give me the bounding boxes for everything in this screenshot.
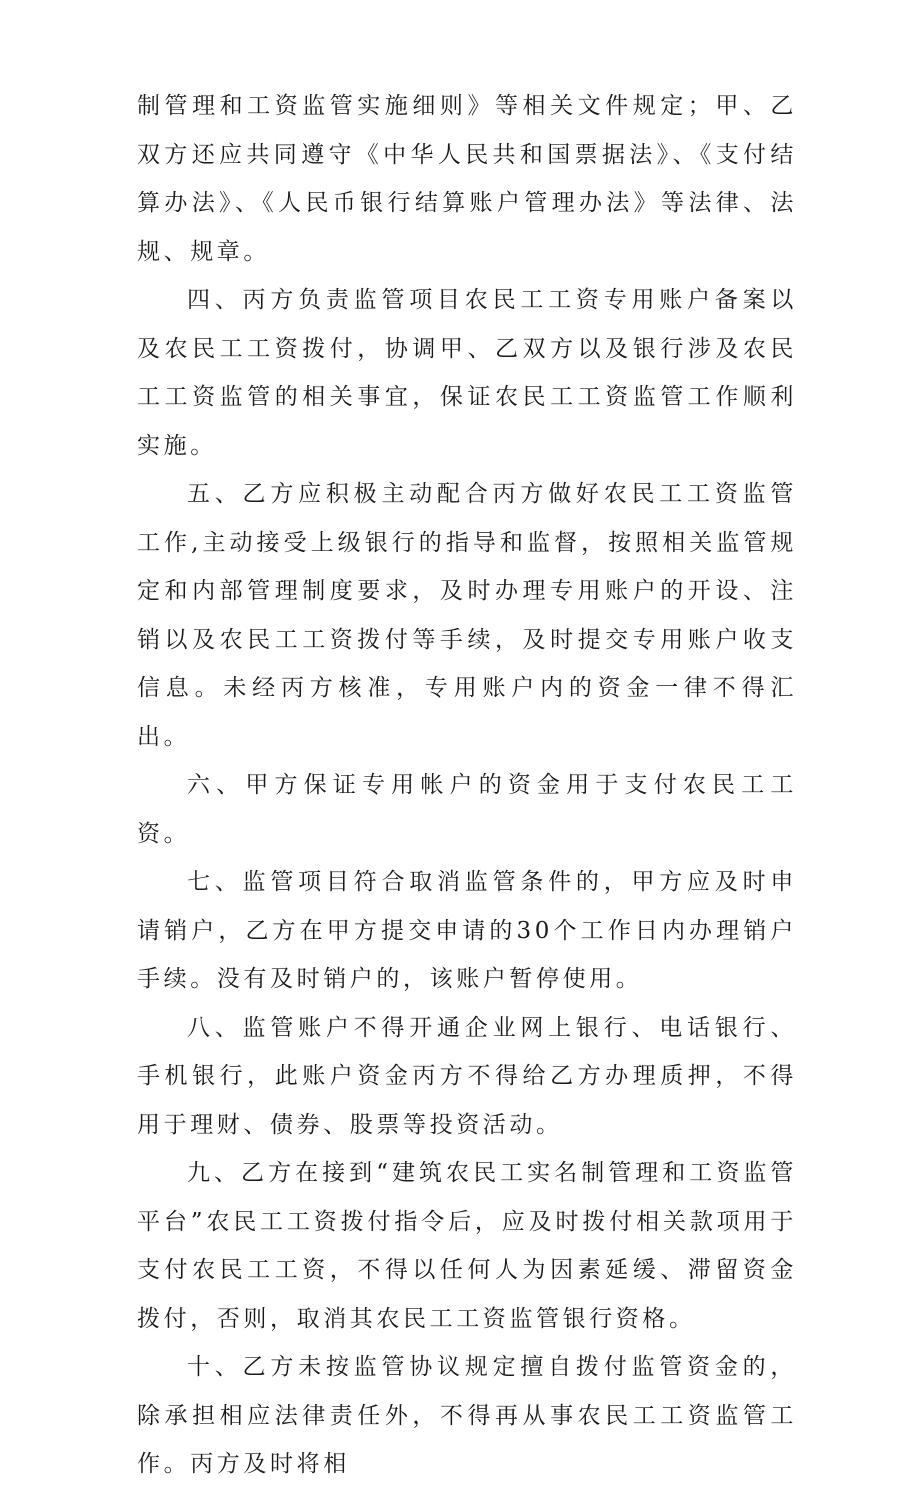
paragraph-clause-nine: 九、乙方在接到“建筑农民工实名制管理和工资监管平台”农民工工资拨付指令后，应及时拨付相关款项用于支付农民工工资，不得以任何人为因素延缓、滞留资金拨付，否则，取消其农民工工资监管银行资格。 bbox=[137, 1160, 797, 1332]
paragraph-continuation: 制管理和工资监管实施细则》等相关文件规定；甲、乙双方还应共同遵守《中华人民共和国票据法》、《支付结算办法》、《人民币银行结算账户管理办法》等法律、法规、规章。 bbox=[137, 93, 797, 265]
paragraph-clause-ten: 十、乙方未按监管协议规定擅自拨付监管资金的，除承担相应法律责任外，不得再从事农民工工资监管工作。丙方及时将相 bbox=[137, 1354, 797, 1477]
paragraph-clause-six: 六、甲方保证专用帐户的资金用于支付农民工工资。 bbox=[137, 772, 797, 847]
paragraph-clause-five: 五、乙方应积极主动配合丙方做好农民工工资监管工作,主动接受上级银行的指导和监督，按照相关监管规定和内部管理制度要求，及时办理专用账户的开设、注销以及农民工工资拨付等手续，及时提交专用账户收支信息。未经丙方核准，专用账户内的资金一律不得汇出。 bbox=[137, 481, 797, 750]
paragraph-clause-four: 四、丙方负责监管项目农民工工资专用账户备案以及农民工工资拨付，协调甲、乙双方以及银行涉及农民工工资监管的相关事宜，保证农民工工资监管工作顺利实施。 bbox=[137, 287, 797, 459]
paragraph-clause-eight: 八、监管账户不得开通企业网上银行、电话银行、手机银行，此账户资金丙方不得给乙方办理质押，不得用于理财、债券、股票等投资活动。 bbox=[137, 1014, 797, 1138]
document-body bbox=[137, 82, 797, 1489]
paragraph-clause-seven: 七、监管项目符合取消监管条件的，甲方应及时申请销户，乙方在甲方提交申请的30个工作日内办理销户手续。没有及时销户的，该账户暂停使用。 bbox=[137, 869, 797, 992]
